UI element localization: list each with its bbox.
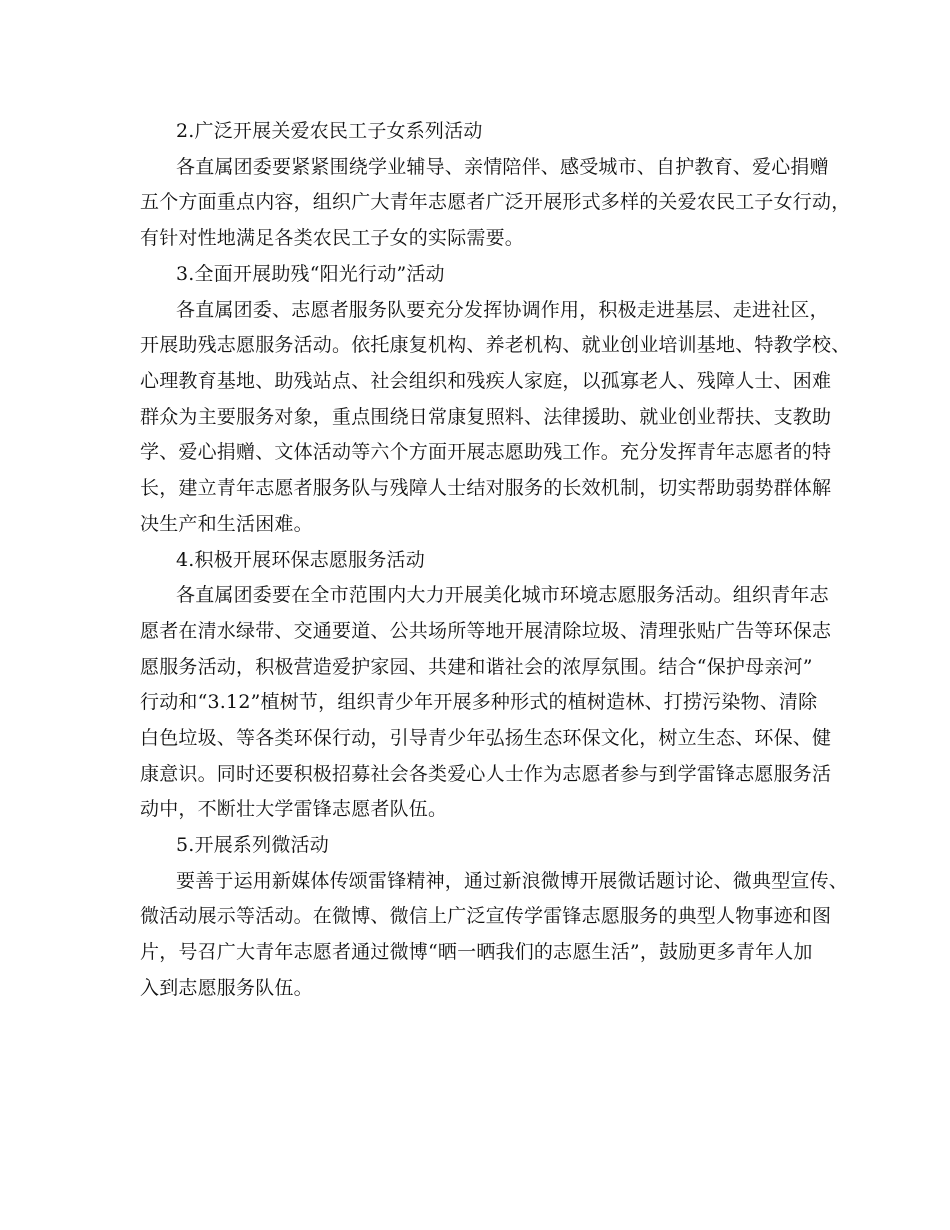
paragraph-line: 白色垃圾、等各类环保行动，引导青少年弘扬生态环保文化，树立生态、环保、健 <box>140 727 832 749</box>
paragraph-line: 长，建立青年志愿者服务队与残障人士结对服务的长效机制，切实帮助弱势群体解 <box>140 477 832 499</box>
paragraph-line: 入到志愿服务队伍。 <box>140 977 313 999</box>
paragraph-line: 群众为主要服务对象，重点围绕日常康复照料、法律援助、就业创业帮扶、支教助 <box>140 406 832 428</box>
paragraph-line: 片，号召广大青年志愿者通过微博“晒一晒我们的志愿生活”，鼓励更多青年人加 <box>140 941 813 963</box>
paragraph-line: 微活动展示等活动。在微博、微信上广泛宣传学雷锋志愿服务的典型人物事迹和图 <box>140 905 832 927</box>
paragraph-line: 决生产和生活困难。 <box>140 513 313 535</box>
paragraph-line: 动中，不断壮大学雷锋志愿者队伍。 <box>140 798 448 820</box>
paragraph-line: 心理教育基地、助残站点、社会组织和残疾人家庭，以孤寡老人、残障人士、困难 <box>140 370 832 392</box>
paragraph-line: 愿者在清水绿带、交通要道、公共场所等地开展清除垃圾、清理张贴广告等环保志 <box>140 620 832 642</box>
section-heading-4: 4.积极开展环保志愿服务活动 <box>176 549 425 571</box>
paragraph-line: 各直属团委要紧紧围绕学业辅导、亲情陪伴、感受城市、自护教育、爱心捐赠 <box>176 156 829 178</box>
paragraph-line: 有针对性地满足各类农民工子女的实际需要。 <box>140 227 525 249</box>
paragraph-line: 各直属团委、志愿者服务队要充分发挥协调作用，积极走进基层、走进社区， <box>176 299 829 321</box>
paragraph-line: 五个方面重点内容，组织广大青年志愿者广泛开展形式多样的关爱农民工子女行动， <box>140 191 851 213</box>
paragraph-line: 行动和“3.12”植树节，组织青少年开展多种形式的植树造林、打捞污染物、清除 <box>140 691 818 713</box>
section-heading-3: 3.全面开展助残“阳光行动”活动 <box>176 263 445 285</box>
paragraph-line: 要善于运用新媒体传颂雷锋精神，通过新浪微博开展微话题讨论、微典型宣传、 <box>176 870 849 892</box>
paragraph-line: 愿服务活动，积极营造爱护家园、共建和谐社会的浓厚氛围。结合“保护母亲河” <box>140 656 813 678</box>
section-heading-5: 5.开展系列微活动 <box>176 834 329 856</box>
section-heading-2: 2.广泛开展关爱农民工子女系列活动 <box>176 120 483 142</box>
paragraph-line: 开展助残志愿服务活动。依托康复机构、养老机构、就业创业培训基地、特教学校、 <box>140 334 851 356</box>
paragraph-line: 康意识。同时还要积极招募社会各类爱心人士作为志愿者参与到学雷锋志愿服务活 <box>140 763 832 785</box>
paragraph-line: 各直属团委要在全市范围内大力开展美化城市环境志愿服务活动。组织青年志 <box>176 584 829 606</box>
paragraph-line: 学、爱心捐赠、文体活动等六个方面开展志愿助残工作。充分发挥青年志愿者的特 <box>140 441 832 463</box>
